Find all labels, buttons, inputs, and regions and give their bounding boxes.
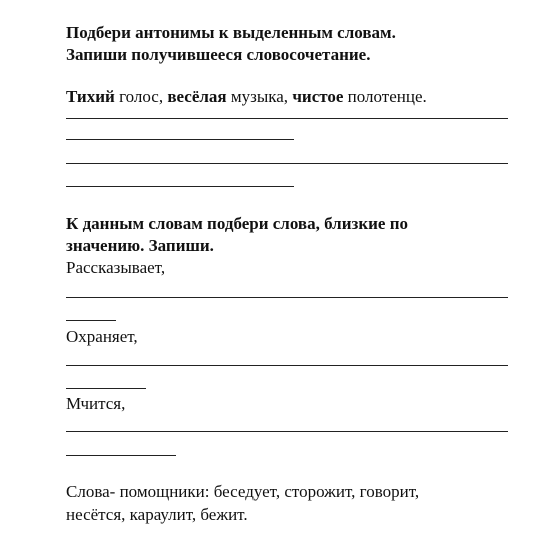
phrase1-bold-word: Тихий bbox=[66, 87, 115, 106]
task2-heading bbox=[66, 213, 512, 257]
word-okhranyaet: Охраняет, bbox=[66, 327, 138, 346]
helper-words-line1: Слова- помощники: беседует, сторожит, говорит, bbox=[66, 482, 420, 501]
task1-heading-line1: Подбери антонимы к выделенным словам. bbox=[66, 23, 396, 42]
task2-heading-line2: значению. Запиши. bbox=[66, 236, 214, 255]
phrase3-bold-word: чистое bbox=[292, 87, 344, 106]
task1-heading-line2: Запиши получившееся словосочетание. bbox=[66, 45, 371, 64]
helper-words bbox=[66, 480, 512, 526]
worksheet bbox=[66, 22, 512, 526]
task1-phrases bbox=[66, 86, 512, 108]
word-mchitsya: Мчится, bbox=[66, 394, 126, 413]
phrase3-rest: полотенце. bbox=[343, 87, 427, 106]
phrase1-rest: голос, bbox=[114, 87, 168, 106]
word-rasskazyvaet: Рассказывает, bbox=[66, 258, 166, 277]
task2-heading-line1: К данным словам подбери слова, близкие по bbox=[66, 214, 409, 233]
task1-heading bbox=[66, 22, 512, 66]
phrase2-bold-word: весёлая bbox=[167, 87, 227, 106]
helper-words-line2: несётся, караулит, бежит. bbox=[66, 505, 248, 524]
phrase2-rest: музыка, bbox=[226, 87, 293, 106]
